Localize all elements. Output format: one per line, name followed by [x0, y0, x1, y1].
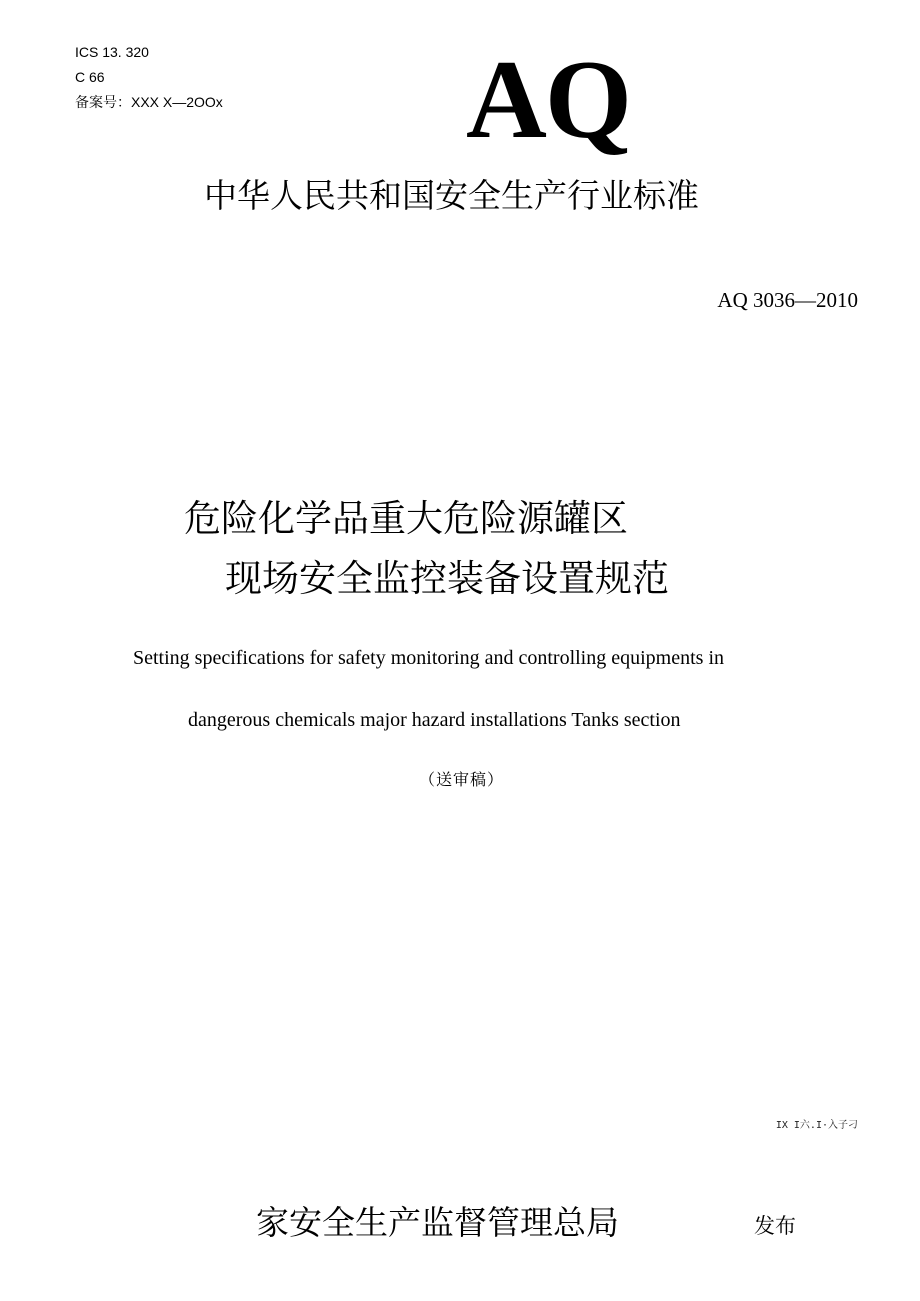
title-english-line-2: dangerous chemicals major hazard installations Tanks section: [188, 709, 681, 731]
title-chinese-line-2: 现场安全监控装备设置规范: [225, 557, 669, 600]
ics-number: ICS 13. 320: [75, 44, 149, 60]
publish-label: 发布: [754, 1214, 796, 1238]
draft-status: （送审稿）: [419, 770, 505, 789]
issuing-authority: 家安全生产监督管理总局: [256, 1203, 619, 1242]
title-chinese-line-1: 危险化学品重大危险源罐区: [184, 497, 628, 540]
aq-logo: AQ: [466, 38, 630, 162]
record-number: 备案号：XXX X—2OOx: [75, 94, 223, 110]
title-english-line-1: Setting specifications for safety monitoring and controlling equipments in: [133, 647, 724, 669]
standard-type-heading: 中华人民共和国安全生产行业标准: [204, 176, 699, 215]
small-stamp-text: IX I六.I·入子刁: [775, 1120, 858, 1131]
classification-code: C 66: [75, 69, 105, 85]
standard-code: AQ 3036—2010: [717, 288, 858, 312]
